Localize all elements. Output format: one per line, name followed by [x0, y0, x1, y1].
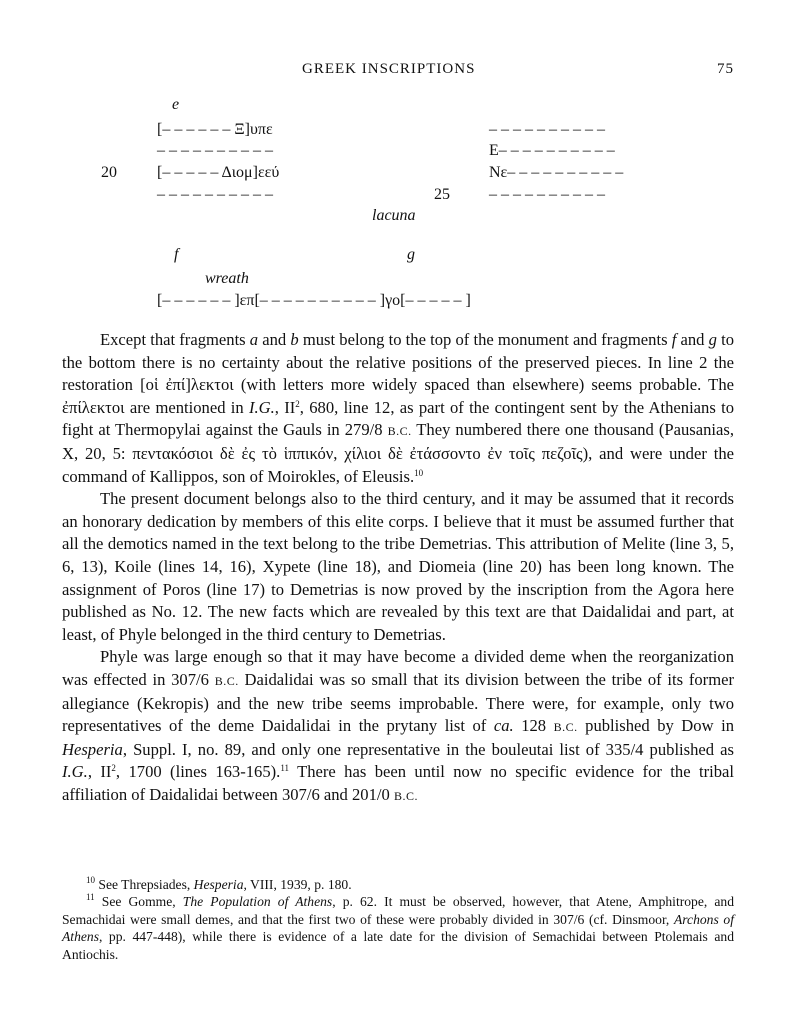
inscription-line: [– – – – – – Ξ]υπε — [157, 121, 273, 138]
wreath-label: wreath — [205, 270, 249, 287]
inscription-line: [– – – – – Διομ]εεύ — [157, 164, 280, 181]
inscription-line: [– – – – – – ]επ[– – – – – – – – – – ]γο[– – – – – ] — [157, 292, 471, 309]
footnote-ref: 11 — [280, 763, 289, 774]
inscription-line: – – – – – – – – – – — [489, 121, 605, 138]
paragraph: Except that fragments a and b must belong to the top of the monument and fragments f and g to the bottom there is no certainty about the relative positions of the preserved pieces. In line 2 the restoration [οἱ ἐπί]λεκτοι (with letters more widely spaced than elsewhere) seems probable. The ἐπίλεκτοι are mentioned in I.G., $II^2$, 680, line 12, as part of the contingent sent by the Athenians to fight at Thermopylai against the Gauls in 279/8 B.C. They numbered there one thousand (Pausanias, X, 20, 5: πεντακόσιοι δὲ ἐς τὸ ἱππικόν, χίλιοι δὲ ἐτάσσοντο ἐν τοῖς πεζοῖς), and were under the command of Kallippos, son of Moirokles, of Eleusis.$^{10}$ — [62, 330, 734, 486]
fragment-e-label: e — [172, 96, 180, 113]
page-number: 75 — [717, 61, 734, 77]
fragment-g-label: g — [407, 246, 415, 263]
footnote-11: $^{11}$ See Gomme, The Population of Athens, p. 62. It must be observed, however, that Atene, Amphitrope, and Semachidai were small demes, and that the first two of these were probably divided in 307/6 (cf. Dinsmoor, Archons of Athens, pp. 447-448), while there is evidence of a late date for the division of Semachidai between Ptolemais and Antiochis. — [62, 892, 734, 962]
inscription-line: Νε– – – – – – – – – – — [489, 164, 624, 181]
paragraph: Phyle was large enough so that it may have become a divided deme when the reorganization was effected in 307/6 B.C. Daidalidai was so small that its division between the tribe of its former allegiance (Kekropis) and the new tribe seems improbable. There were, for example, only two representatives of the deme Daidalidai in the prytany list of ca. 128 B.C. published by Dow in Hesperia, Suppl. I, no. 89, and only one representative in the bouleutai list of 335/4 published as I.G., $II^2$, 1700 (lines 163-165).$^{11}$ There has been until now no specific evidence for the tribal affiliation of Daidalidai between 307/6 and 201/0 B.C. — [62, 647, 735, 804]
inscription-line: – – – – – – – – – – — [157, 186, 273, 203]
inscription-line: – – – – – – – – – – — [489, 186, 605, 203]
footnote-10: $^{10}$ See Threpsiades, Hesperia, VIII, 1939, p. 180. — [86, 875, 352, 892]
line-number: 25 — [434, 186, 450, 203]
body-text — [62, 329, 734, 807]
lacuna-label: lacuna — [372, 207, 416, 224]
line-number: 20 — [101, 164, 117, 181]
paragraph: The present document belongs also to the third century, and it may be assumed that it records an honorary dedication by members of this elite corps. I believe that it must be assumed further that all the demotics named in the text belong to the tribe Demetrias. This attribution of Melite (line 3, 5, 6, 13), Koile (lines 14, 16), Xypete (line 18), and Diomeia (line 20) has been long known. The assignment of Poros (line 17) to Demetrias is now proved by the inscription from the Agora here published as No. 12. The new facts which are revealed by this text are that Daidalidai and part, at least, of Phyle belonged in the third century to Demetrias. — [62, 489, 734, 644]
footnote-ref: 10 — [414, 467, 424, 478]
inscription-line: – – – – – – – – – – — [157, 142, 273, 159]
running-title: GREEK INSCRIPTIONS — [302, 61, 476, 77]
footnotes — [62, 876, 734, 963]
inscription-line: Ε– – – – – – – – – – — [489, 142, 615, 159]
fragment-f-label: f — [174, 246, 179, 263]
